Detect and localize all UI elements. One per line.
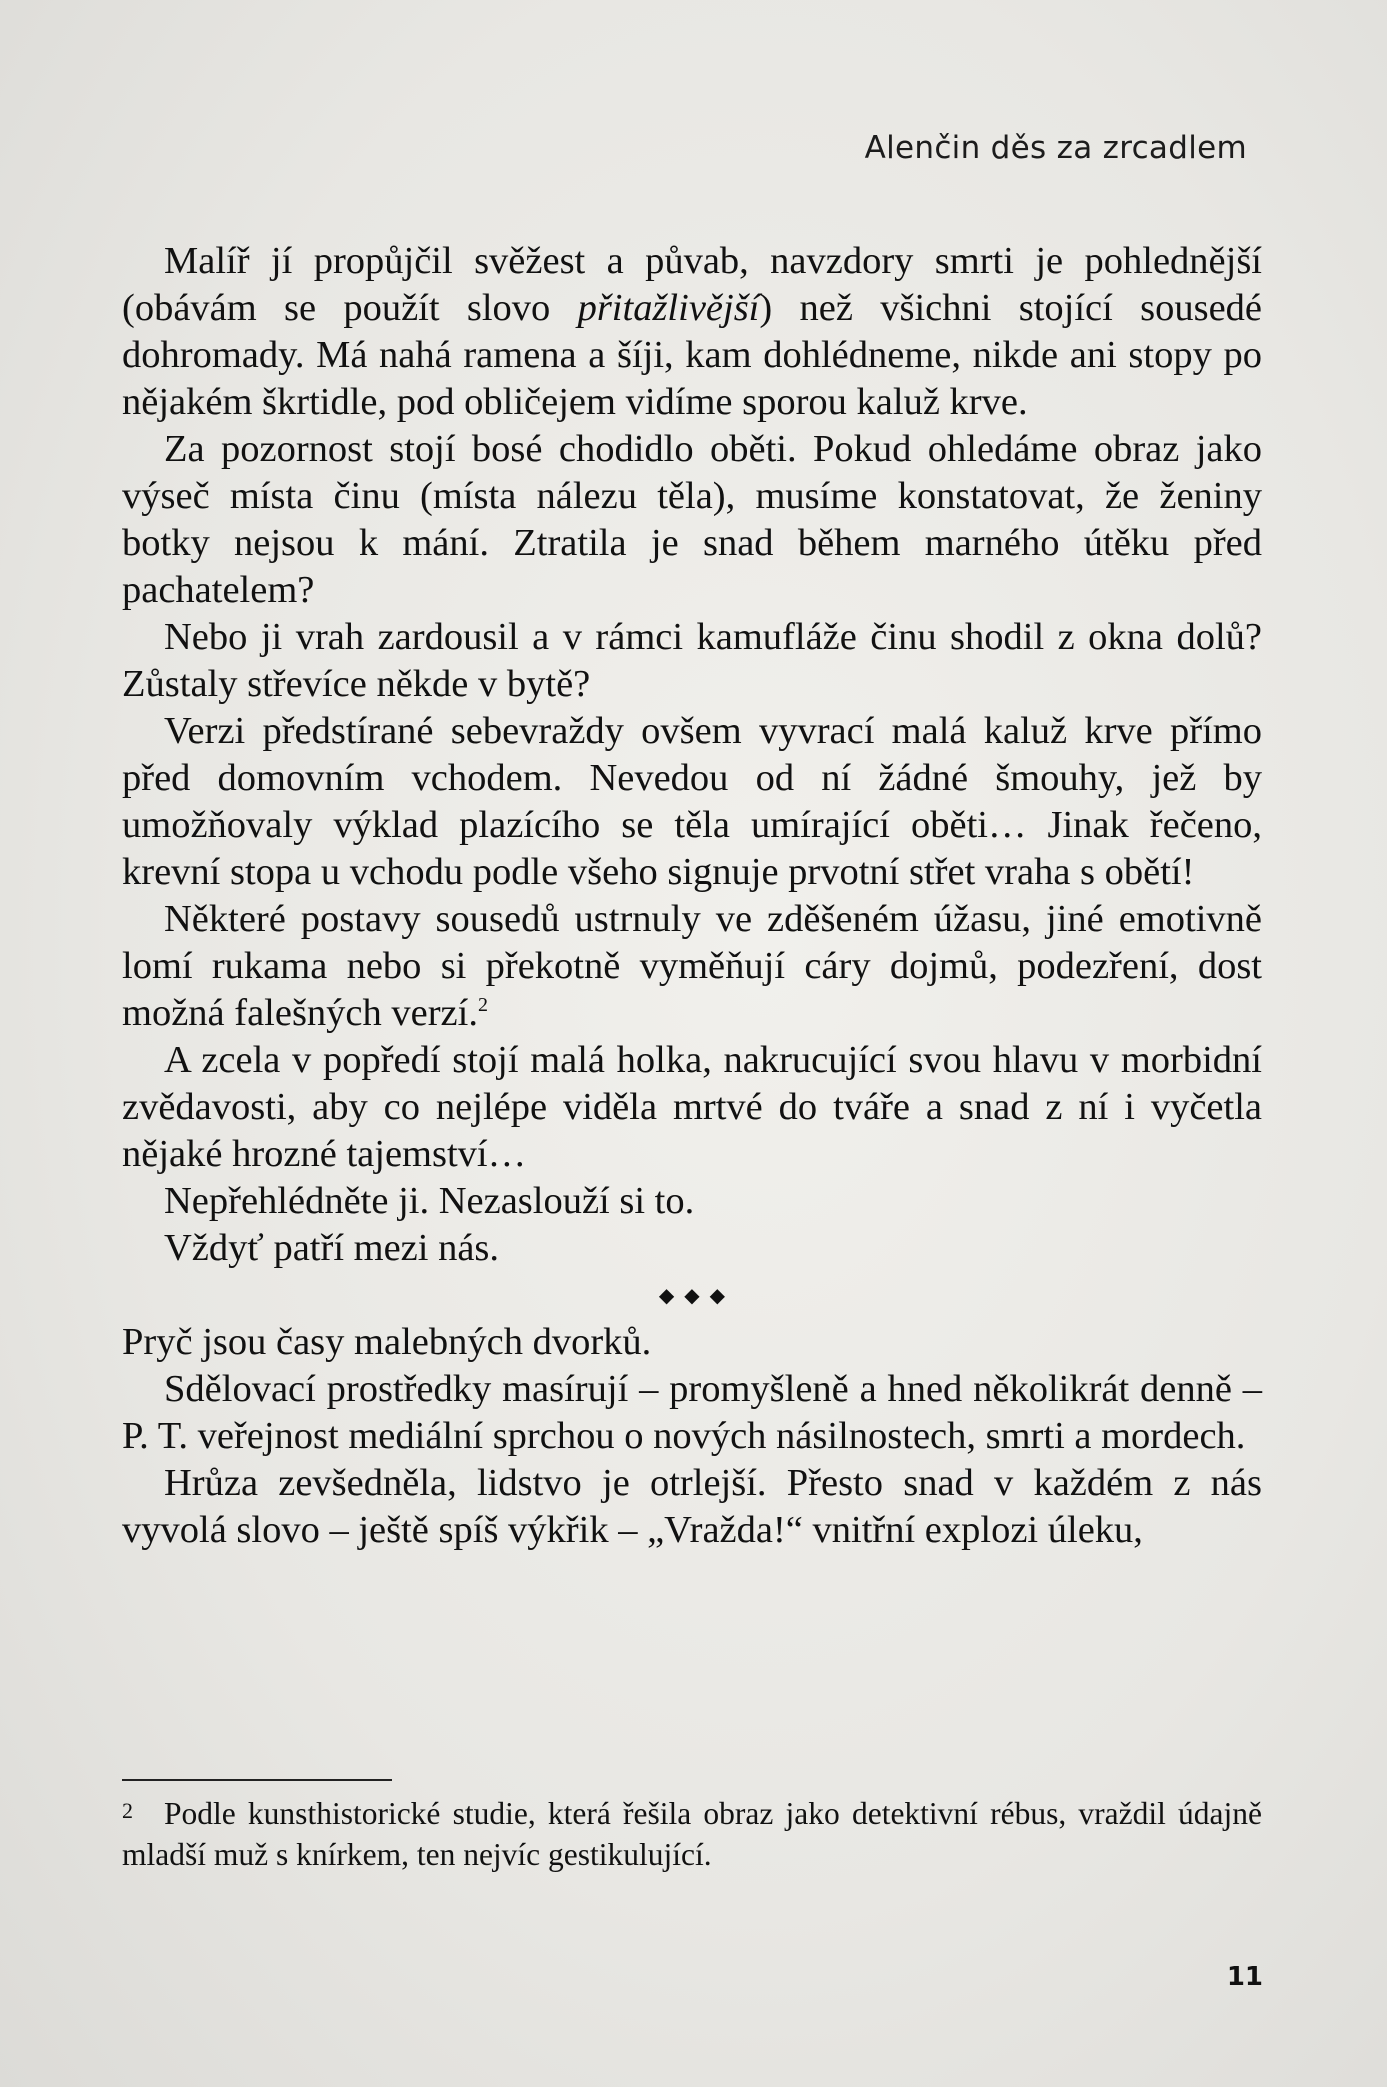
paragraph-3: Nebo ji vrah zardousil a v rámci kamufláže činu shodil z okna dolů? Zůstaly střevíce někde v bytě?	[122, 616, 1262, 705]
paragraph-8: Vždyť patří mezi nás.	[164, 1227, 500, 1269]
paragraph-9: Pryč jsou časy malebných dvorků.	[122, 1321, 652, 1363]
paragraph-7: Nepřehlédněte ji. Nezaslouží si to.	[164, 1180, 695, 1222]
body-text	[122, 238, 1262, 1554]
paragraph-1-start: Malíř jí propůjčil svěžest a půvab, navzdory smrti je pohlednější (obávám se použít slovo	[122, 240, 1262, 329]
footnote-reference: 2	[477, 994, 488, 1016]
footnote-divider	[122, 1779, 392, 1781]
section-break-ornament: ◆◆◆	[658, 1283, 736, 1307]
paragraph-6: A zcela v popředí stojí malá holka, nakrucující svou hlavu v morbidní zvědavosti, aby co nejlépe viděla mrtvé do tváře a snad z ní i vyčetla nějaké hrozné tajemství…	[122, 1039, 1262, 1175]
paragraph-2: Za pozornost stojí bosé chodidlo oběti. Pokud ohledáme obraz jako výseč místa činu (místa nálezu těla), musíme konstatovat, že ženiny botky nejsou k mání. Ztratila je snad během marného útěku před pachatelem?	[122, 428, 1262, 611]
paragraph-5	[122, 896, 1262, 1037]
footnote-text: Podle kunsthistorické studie, která řešila obraz jako detektivní rébus, vraždil údajně mladší muž s knírkem, ten nejvíc gestikulující.	[122, 1796, 1262, 1872]
paragraph-4: Verzi předstírané sebevraždy ovšem vyvrací malá kaluž krve přímo před domovním vchodem. Nevedou od ní žádné šmouhy, jež by umožňovaly výklad plazícího se těla umírající oběti… Jinak řečeno, krevní stopa u vchodu podle všeho signuje prvotní střet vraha s obětí!	[122, 710, 1262, 893]
paragraph-1-end: ) než všichni stojící sousedé dohromady. Má nahá ramena a šíji, kam dohlédneme, nikde ani stopy po nějakém škrtidle, pod obličejem vidíme sporou kaluž krve.	[122, 287, 1262, 423]
paragraph-5-text: Některé postavy sousedů ustrnuly ve zděšeném úžasu, jiné emotivně lomí rukama nebo si překotně vyměňují cáry dojmů, podezření, dost možná falešných verzí.	[122, 898, 1262, 1034]
page-number: 11	[1226, 1962, 1263, 1992]
paragraph-1	[122, 238, 1262, 426]
emphasized-word: přitažlivější	[577, 287, 760, 329]
paragraph-11: Hrůza zevšedněla, lidstvo je otrlejší. Přesto snad v každém z nás vyvolá slovo – ještě spíš výkřik – „Vražda!“ vnitřní explozi úleku,	[122, 1462, 1262, 1551]
paragraph-10: Sdělovací prostředky masírují – promyšleně a hned několikrát denně – P. T. veřejnost mediální sprchou o nových násilnostech, smrti a mordech.	[122, 1368, 1262, 1457]
running-head: Alenčin děs za zrcadlem	[864, 130, 1247, 166]
footnote: 2 Podle kunsthistorické studie, která řešila obraz jako detektivní rébus, vraždil údajně mladší muž s knírkem, ten nejvíc gestikulující.	[122, 1796, 1262, 1872]
